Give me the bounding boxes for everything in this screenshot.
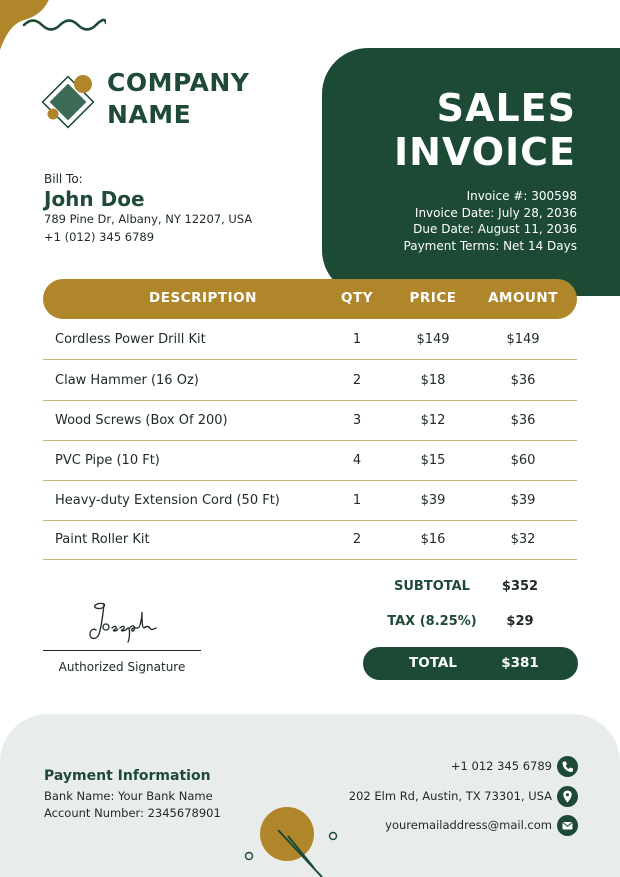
bank-name: Bank Name: Your Bank Name: [44, 789, 213, 803]
row-price: $39: [420, 493, 446, 508]
row-price: $16: [420, 532, 446, 547]
contact-email: youremailaddress@mail.com: [385, 818, 552, 832]
table-header: [43, 279, 577, 319]
company-logo: [36, 70, 100, 134]
table-row: [43, 320, 577, 360]
row-amount: $36: [510, 413, 536, 428]
bill-to-label: Bill To:: [44, 172, 83, 186]
table-row: [43, 520, 577, 560]
tax-value: $29: [506, 614, 534, 629]
row-price: $15: [420, 453, 446, 468]
row-qty: 1: [352, 332, 362, 347]
row-description: Wood Screws (Box Of 200): [55, 413, 228, 428]
email-icon: [557, 815, 578, 836]
invoice-title-line1: SALES: [436, 86, 576, 130]
table-row: [43, 361, 577, 401]
table-row: [43, 481, 577, 521]
total-value: $381: [501, 655, 539, 671]
contact-phone: +1 012 345 6789: [450, 759, 552, 773]
client-phone: +1 (012) 345 6789: [44, 230, 155, 244]
row-description: Claw Hammer (16 Oz): [55, 373, 199, 388]
subtotal-value: $352: [501, 579, 539, 594]
company-name: [107, 67, 249, 131]
row-qty: 4: [352, 453, 362, 468]
row-amount: $149: [506, 332, 540, 347]
row-amount: $32: [510, 532, 536, 547]
row-description: PVC Pipe (10 Ft): [55, 453, 160, 468]
payment-terms: Payment Terms: Net 14 Days: [403, 238, 577, 253]
invoice-number: Invoice #: 300598: [466, 189, 577, 203]
row-qty: 2: [352, 373, 362, 388]
decorative-wave: [22, 16, 106, 32]
tax-label: TAX (8.25%): [387, 614, 477, 629]
header-amount: AMOUNT: [488, 290, 558, 306]
row-qty: 2: [352, 532, 362, 547]
table-row: [43, 441, 577, 481]
row-description: Paint Roller Kit: [55, 532, 150, 547]
total-pill: [363, 647, 578, 680]
phone-icon: [557, 756, 578, 777]
row-price: $18: [420, 373, 446, 388]
row-amount: $36: [510, 373, 536, 388]
row-description: Cordless Power Drill Kit: [55, 332, 206, 347]
contact-address: 202 Elm Rd, Austin, TX 73301, USA: [348, 789, 552, 803]
account-number: Account Number: 2345678901: [44, 806, 221, 820]
company-name-line1: COMPANY: [107, 68, 250, 97]
invoice-meta: [404, 188, 577, 254]
row-qty: 1: [352, 493, 362, 508]
header-description: DESCRIPTION: [149, 290, 257, 306]
company-name-line2: NAME: [107, 100, 192, 129]
due-date: Due Date: August 11, 2036: [413, 222, 577, 236]
invoice-date: Invoice Date: July 28, 2036: [414, 205, 577, 220]
header-price: PRICE: [409, 290, 457, 306]
invoice-title: [394, 86, 576, 174]
header-qty: QTY: [341, 290, 373, 306]
signature-line: [43, 650, 201, 651]
row-amount: $39: [510, 493, 536, 508]
client-address: 789 Pine Dr, Albany, NY 12207, USA: [44, 212, 253, 226]
total-label: TOTAL: [409, 655, 457, 671]
row-price: $12: [420, 413, 446, 428]
row-description: Heavy-duty Extension Cord (50 Ft): [55, 493, 280, 508]
footer-decoration: [240, 800, 345, 877]
signature-image: [84, 598, 164, 646]
payment-info-title: Payment Information: [44, 768, 211, 784]
client-name: John Doe: [44, 187, 145, 211]
row-price: $149: [416, 332, 450, 347]
table-row: [43, 401, 577, 441]
row-qty: 3: [352, 413, 362, 428]
invoice-title-line2: INVOICE: [394, 130, 576, 174]
signature-caption: Authorized Signature: [58, 660, 186, 674]
subtotal-label: SUBTOTAL: [394, 579, 470, 594]
location-pin-icon: [557, 786, 578, 807]
row-amount: $60: [510, 453, 536, 468]
